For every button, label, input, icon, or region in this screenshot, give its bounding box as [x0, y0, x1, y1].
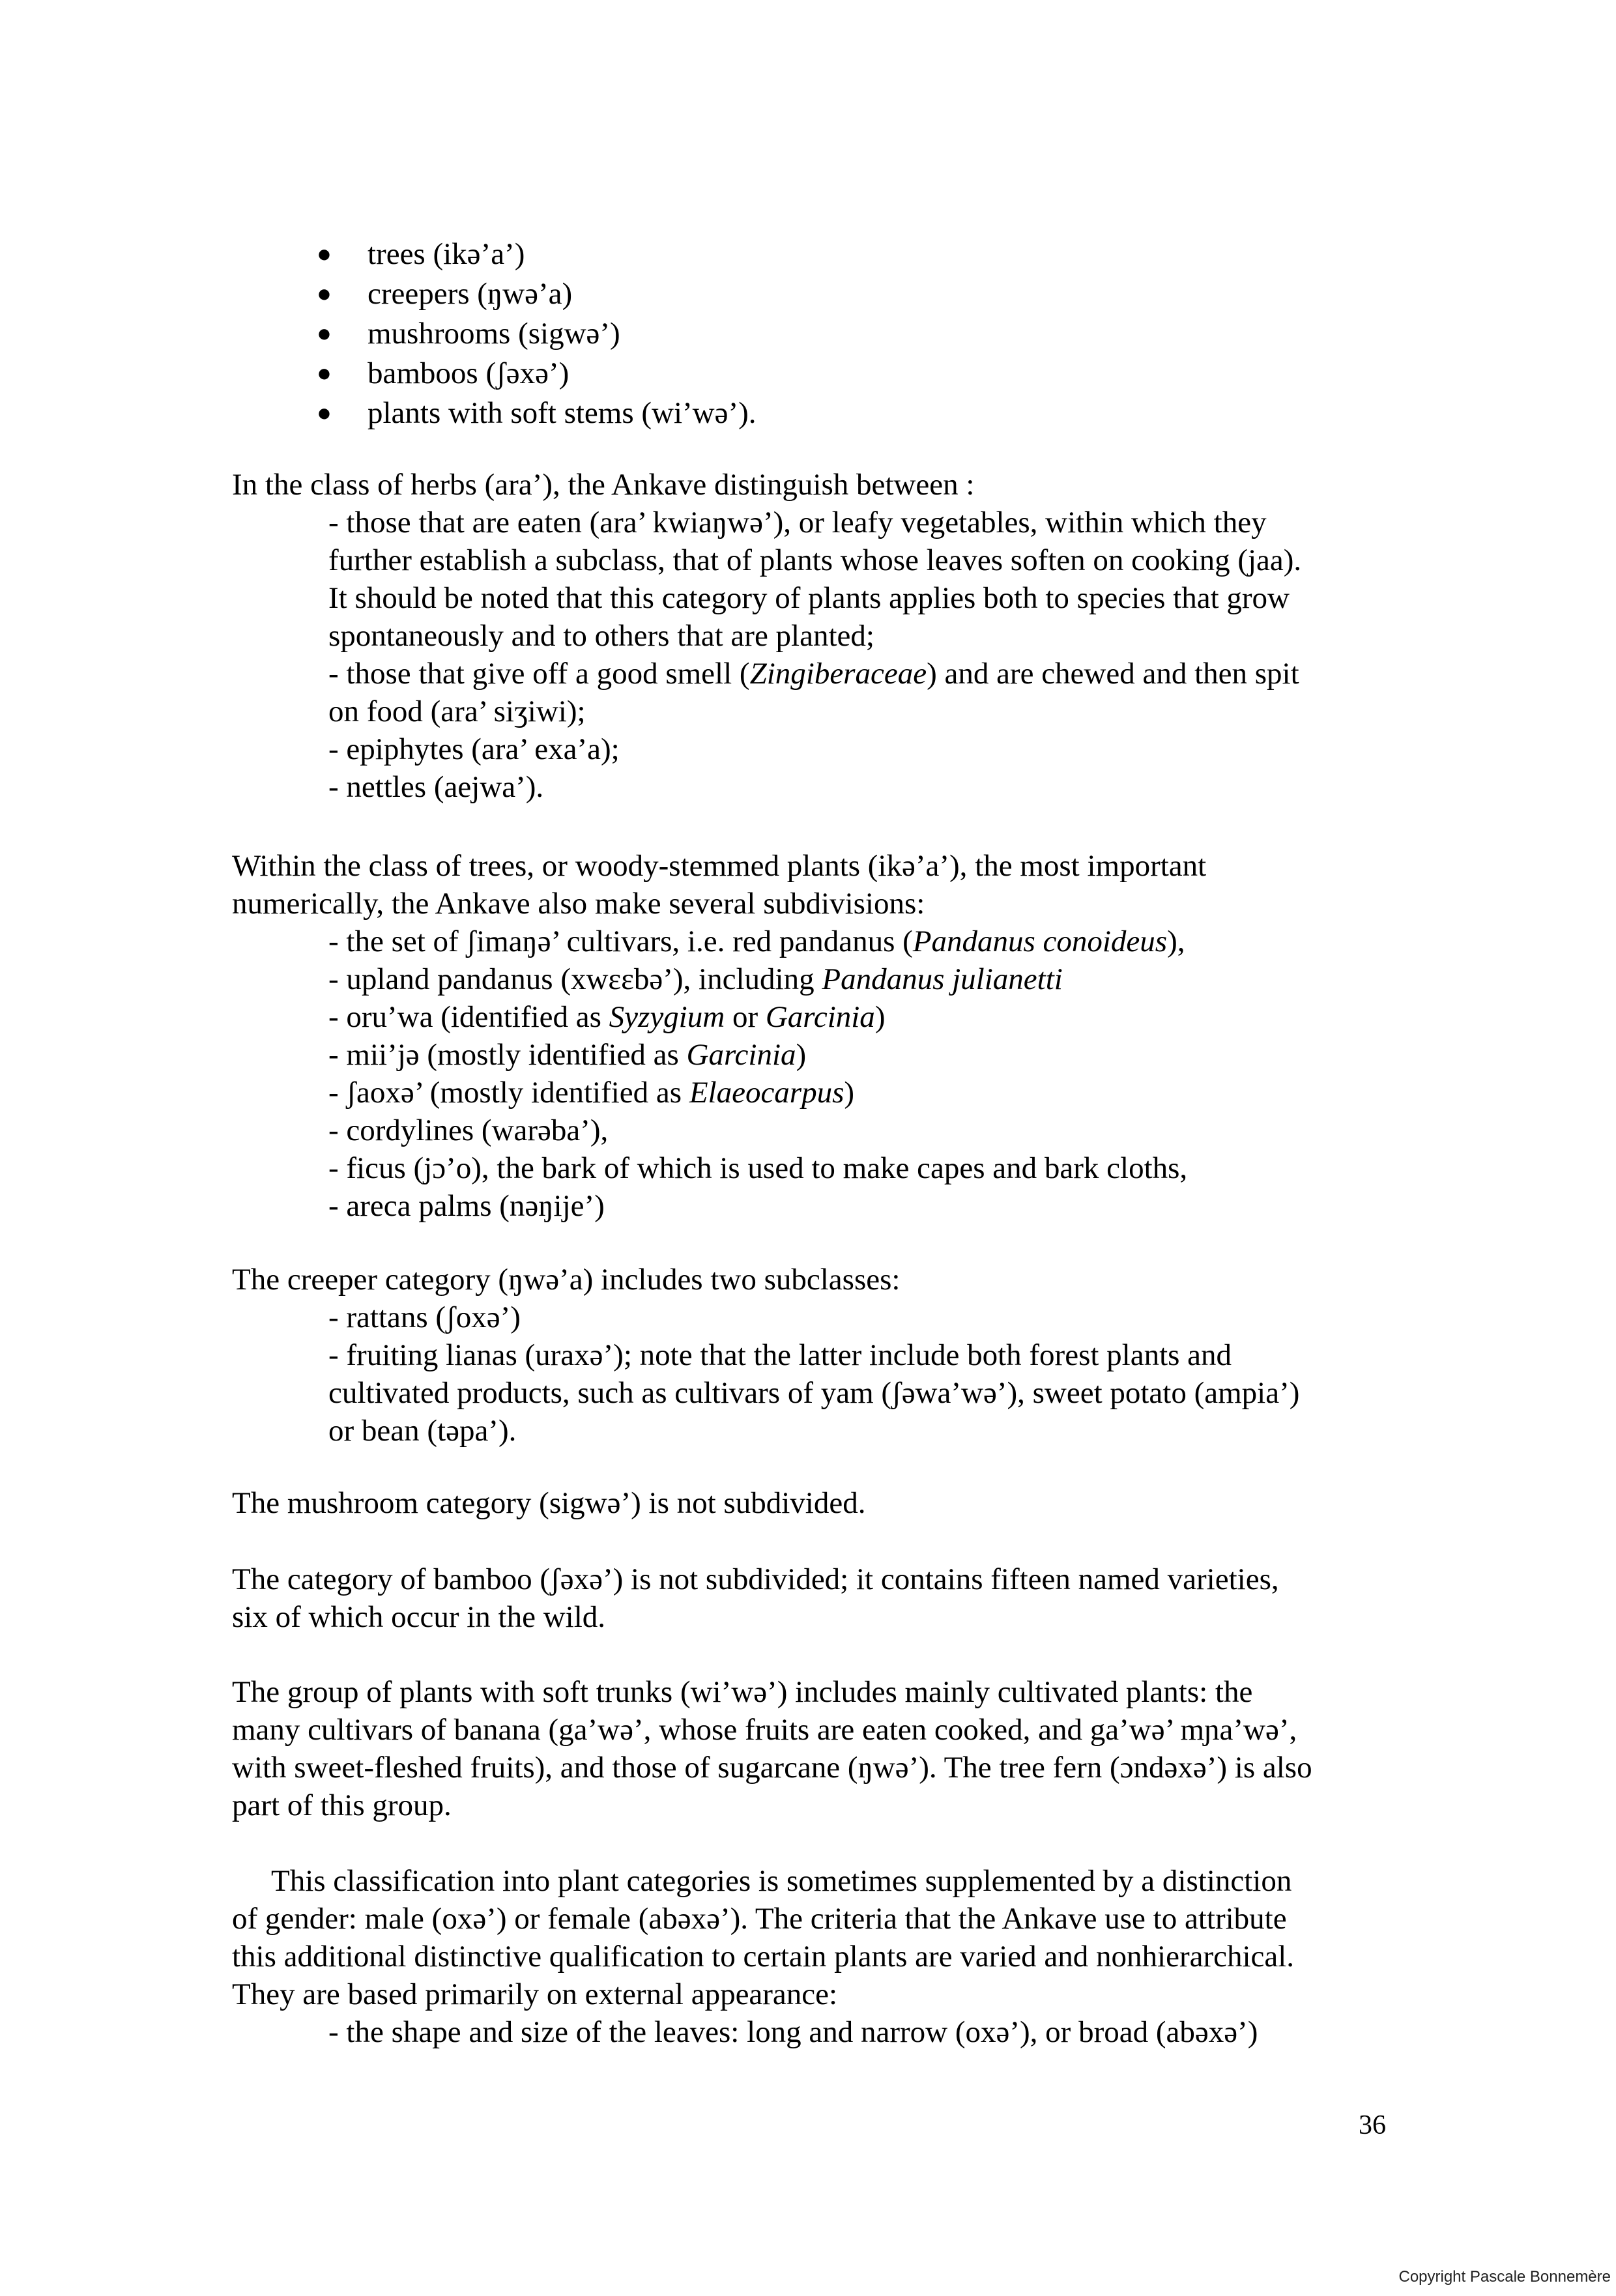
text-line: - areca palms (nəŋije’) — [328, 1189, 605, 1223]
text-line: part of this group. — [232, 1788, 452, 1822]
herbs-section — [232, 466, 1398, 806]
text-line: The creeper category (ŋwə’a) includes two subclasses: — [232, 1263, 901, 1297]
text-line: - the shape and size of the leaves: long and narrow (oxə’), or broad (abəxə’) — [328, 2015, 1258, 2049]
text-line: - mii’jə (mostly identified as Garcinia) — [328, 1038, 807, 1072]
text-line: Within the class of trees, or woody-stemmed plants (ikə’a’), the most important — [232, 849, 1207, 883]
bamboo-section — [232, 1560, 1398, 1636]
text-line: numerically, the Ankave also make several subdivisions: — [232, 887, 925, 921]
text-line: The group of plants with soft trunks (wi’wə’) includes mainly cultivated plants: the — [232, 1675, 1253, 1709]
text-line: spontaneously and to others that are planted; — [328, 619, 874, 653]
text-line: It should be noted that this category of plants applies both to species that grow — [328, 581, 1290, 615]
text-line: - ficus (jɔ’o), the bark of which is used to make capes and bark cloths, — [328, 1151, 1188, 1185]
list-item: ● plants with soft stems (wi’wə’). — [317, 394, 757, 433]
text-line: - nettles (aejwa’). — [328, 770, 544, 804]
text-line: with sweet-fleshed fruits), and those of sugarcane (ŋwə’). The tree fern (ɔndəxə’) is also — [232, 1751, 1312, 1785]
paragraph: The mushroom category (sigwə’) is not subdivided. — [232, 1486, 866, 1520]
text-line: - cordylines (warəba’), — [328, 1113, 609, 1147]
text-line: six of which occur in the wild. — [232, 1600, 606, 1634]
text-line: - ʃaoxə’ (mostly identified as Elaeocarpus) — [328, 1076, 855, 1110]
trees-section — [232, 847, 1398, 1225]
bullet-icon: ● — [317, 280, 332, 308]
gender-section — [232, 1862, 1398, 2051]
paragraph: In the class of herbs (ara’), the Ankave distinguish between : — [232, 468, 975, 502]
text-line: cultivated products, such as cultivars of yam (ʃəwa’wə’), sweet potato (ampia’) — [328, 1376, 1300, 1410]
copyright-notice: Copyright Pascale Bonnemère — [1398, 2268, 1611, 2286]
text-line: They are based primarily on external appearance: — [232, 1977, 838, 2011]
text-line: - those that are eaten (ara’ kwiaŋwə’), or leafy vegetables, within which they — [328, 506, 1267, 539]
text-line: or bean (təpa’). — [328, 1414, 517, 1448]
bullet-icon: ● — [317, 399, 332, 427]
list-item: ● trees (ikə’a’) — [317, 235, 757, 274]
text-line: This classification into plant categories is sometimes supplemented by a distinction — [271, 1864, 1292, 1898]
text-line: this additional distinctive qualification to certain plants are varied and nonhierarchical. — [232, 1940, 1295, 1973]
plant-category-list — [317, 235, 757, 433]
text-line: - fruiting lianas (uraxə’); note that the latter include both forest plants and — [328, 1338, 1232, 1372]
text-line: - epiphytes (ara’ exa’a); — [328, 732, 620, 766]
text-line: on food (ara’ siʒiwi); — [328, 695, 586, 728]
text-line: - the set of ʃimaŋə’ cultivars, i.e. red pandanus (Pandanus conoideus), — [328, 925, 1185, 958]
bullet-icon: ● — [317, 320, 332, 347]
text-line: further establish a subclass, that of plants whose leaves soften on cooking (jaa). — [328, 543, 1302, 577]
page-number: 36 — [1359, 2110, 1386, 2140]
text-line: many cultivars of banana (ga’wə’, whose fruits are eaten cooked, and ga’wə’ mɲa’wə’, — [232, 1713, 1297, 1747]
soft-trunks-section — [232, 1673, 1398, 1824]
list-item: ● creepers (ŋwə’a) — [317, 274, 757, 314]
bullet-icon: ● — [317, 240, 332, 268]
creeper-section — [232, 1261, 1398, 1450]
text-line: The category of bamboo (ʃəxə’) is not subdivided; it contains fifteen named varieties, — [232, 1562, 1279, 1596]
text-line: of gender: male (oxə’) or female (abəxə’). The criteria that the Ankave use to attribute — [232, 1902, 1287, 1936]
text-line: - those that give off a good smell (Zingiberaceae) and are chewed and then spit — [328, 657, 1299, 691]
text-line: - oru’wa (identified as Syzygium or Garcinia) — [328, 1000, 886, 1034]
list-item: ● mushrooms (sigwə’) — [317, 314, 757, 354]
mushroom-section — [232, 1484, 1398, 1522]
text-line: - rattans (ʃoxə’) — [328, 1300, 521, 1334]
list-item: ● bamboos (ʃəxə’) — [317, 354, 757, 394]
bullet-icon: ● — [317, 360, 332, 387]
text-line: - upland pandanus (xwεεbə’), including Pandanus julianetti — [328, 962, 1063, 996]
